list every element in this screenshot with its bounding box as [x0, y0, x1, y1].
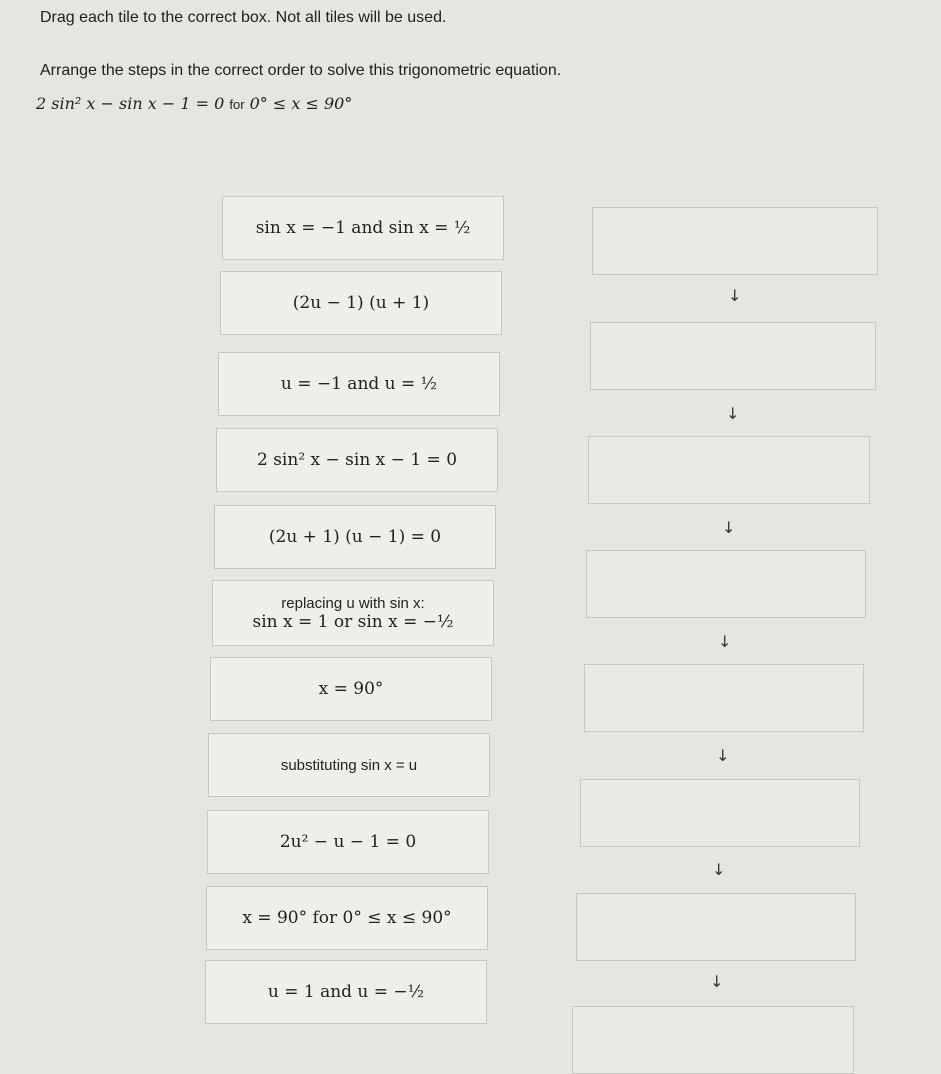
drop-box-8[interactable]	[572, 1006, 854, 1074]
tile-7[interactable]	[210, 657, 492, 721]
tile-5[interactable]	[214, 505, 496, 569]
tile-5-text: (2u + 1) (u − 1) = 0	[268, 527, 442, 547]
drop-box-6[interactable]	[580, 779, 860, 847]
tile-4[interactable]	[216, 428, 498, 492]
drop-box-2[interactable]	[590, 322, 876, 390]
tile-10-text: x = 90° for 0° ≤ x ≤ 90°	[242, 908, 452, 928]
arrow-down-icon: ↓	[718, 632, 732, 651]
tile-1-text: sin x = −1 and sin x = ½	[255, 218, 471, 238]
arrow-down-icon: ↓	[728, 286, 742, 305]
drop-box-5[interactable]	[584, 664, 864, 732]
arrow-down-icon: ↓	[710, 972, 724, 991]
drop-box-1[interactable]	[592, 207, 878, 275]
arrow-down-icon: ↓	[722, 518, 736, 537]
drop-box-3[interactable]	[588, 436, 870, 504]
instruction-drag: Drag each tile to the correct box. Not all tiles will be used.	[40, 9, 447, 26]
tile-6-line1: replacing u with sin x:	[281, 594, 425, 612]
for-label: for	[229, 97, 245, 112]
drop-box-7[interactable]	[576, 893, 856, 961]
arrow-down-icon: ↓	[716, 746, 730, 765]
tile-6-line2: sin x = 1 or sin x = −½	[252, 611, 454, 632]
instruction-arrange: Arrange the steps in the correct order to solve this trigonometric equation.	[40, 62, 562, 79]
tile-8-text: substituting sin x = u	[280, 756, 418, 774]
tile-6[interactable]	[212, 580, 494, 646]
equation-text: 2 sin² x − sin x − 1 = 0	[36, 94, 225, 113]
tile-1[interactable]	[222, 196, 504, 260]
tile-9[interactable]	[207, 810, 489, 874]
problem-equation	[36, 94, 352, 113]
arrow-down-icon: ↓	[726, 404, 740, 423]
tile-10[interactable]	[206, 886, 488, 950]
range-text: 0° ≤ x ≤ 90°	[249, 94, 353, 113]
drop-box-4[interactable]	[586, 550, 866, 618]
tile-2[interactable]	[220, 271, 502, 335]
tile-2-text: (2u − 1) (u + 1)	[292, 293, 430, 313]
arrow-down-icon: ↓	[712, 860, 726, 879]
tile-11[interactable]	[205, 960, 487, 1024]
tile-7-text: x = 90°	[318, 679, 384, 699]
tile-4-text: 2 sin² x − sin x − 1 = 0	[256, 450, 458, 470]
tile-8[interactable]	[208, 733, 490, 797]
tile-3[interactable]	[218, 352, 500, 416]
tile-11-text: u = 1 and u = −½	[267, 982, 425, 1002]
tile-9-text: 2u² − u − 1 = 0	[279, 832, 417, 852]
tile-3-text: u = −1 and u = ½	[280, 374, 438, 394]
